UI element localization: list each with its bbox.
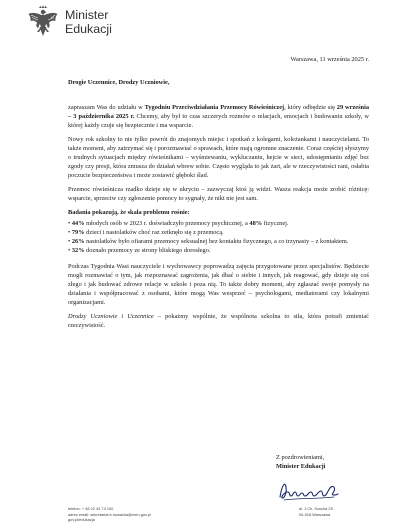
stat-bullet: • <box>68 220 72 228</box>
ministry-name-line2: Edukacji <box>65 22 112 36</box>
footer-street: al. J.Ch. Szucha 25 <box>299 506 333 511</box>
handwritten-signature <box>276 477 346 503</box>
closing-text: – pokażmy wspólnie, że wspólnota szkolna to siła, która potrafi zmieniać rzeczywistość. <box>68 312 369 329</box>
letter-greeting: Drogie Uczennice, Drodzy Uczniowie, <box>68 78 170 86</box>
stat-value: 32% <box>71 247 85 254</box>
stat-value: 26% <box>71 238 85 246</box>
event-name: Tygodniu Przeciwdziałania Przemocy Rówieśniczej <box>144 103 285 111</box>
stat-item <box>68 229 369 238</box>
letterhead <box>28 5 112 39</box>
footer-email[interactable]: adres email: sekretariat.b.nowacka@men.gov.pl <box>68 511 151 517</box>
stat-bullet: • <box>68 247 72 254</box>
stat-bullet: • <box>68 238 72 246</box>
stat-item <box>68 247 369 256</box>
stat-text: nastolatków było ofiarami przemocy seksualnej bez kontaktu fizycznego, a co trzynasty – z kontaktem. <box>84 238 349 246</box>
footer-website[interactable]: gov.pl/edukacja <box>68 517 95 523</box>
stat-value: 44% <box>71 220 85 228</box>
event-dates: 29 września – 3 października 2025 r. <box>68 103 370 120</box>
letter-date: Warszawa, 11 września 2025 r. <box>290 56 369 63</box>
closing-address: Drodzy Uczniowie i Uczennice <box>68 312 154 320</box>
ministry-name <box>65 8 112 36</box>
stat-value: 79% <box>71 229 85 237</box>
stat-text: dzieci i nastolatków choć raz zetknęło się z przemocą. <box>84 229 224 237</box>
signatory-title: Minister Edukacji <box>276 462 326 470</box>
footer-contact <box>68 506 151 523</box>
footer-city: 00-918 Warszawa <box>299 511 331 517</box>
letter-body <box>68 56 369 336</box>
stat-item <box>68 220 369 229</box>
invitation-text-a: zapraszam Was do udziału w <box>68 103 145 111</box>
stat-text-secondary: fizycznej. <box>262 220 289 228</box>
footer-address <box>299 506 369 523</box>
research-heading: Badania pokazują, że skala problemu rośnie: <box>68 209 190 217</box>
invitation-text-c: Chcemy, aby był to czas szczerych rozmów o relacjach, emocjach i budowaniu szkoły, w której każdy czuje się bezpiecznie i ma wsparcie. <box>68 112 369 129</box>
letter-footer <box>68 506 369 523</box>
invitation-text-b: , który odbędzie się <box>284 103 337 111</box>
stat-text: młodych osób w 2023 r. doświadczyło przemocy psychicznej, a <box>84 220 250 228</box>
polish-eagle-emblem-icon <box>28 5 58 39</box>
paragraph-activities: Podczas Tygodnia Wasi nauczyciele i wychowawcy poprowadzą zajęcia przygotowane przez specjalistów. Będziecie mogli rozmawiać o tym, jak rozpoznawać zagrożenia, jak dbać o siebie i innych, jak reagować, gdy dzieje się coś złego i jak budować zdrowe relacje w szkole i poza nią. To także dobry moment, aby zgłaszać swoje pomysły na działania i współpracować z osobami, które mogą Was wesprzeć – psychologami, mediatorami czy lokalnymi organizacjami. <box>68 262 369 306</box>
stat-bullet: • <box>68 229 72 237</box>
footer-phone: telefon: + 48 22 34 74 100 <box>68 506 114 511</box>
paragraph-school-year: Nowy rok szkolny to nie tylko powrót do znajomych miejsc i spotkań z kolegami, koleżankami i nauczycielami. To także moment, aby zatrzymać się i porozmawiać o sprawach, które mają ogromne znaczenie. Coraz częściej słyszymy o trudnych sytuacjach między rówieśnikami – wyśmiewaniu, wykluczaniu, hejcie w sieci, udostępnianiu zdjęć bez zgody czy presji, która zmusza do działań wbrew sobie. Często wygląda to jak żart, ale w rzeczywistości rani, osłabia poczucie bezpieczeństwa i może zostawić głęboki ślad. <box>68 136 369 179</box>
paragraph-closing <box>68 313 369 331</box>
regards-text: Z pozdrowieniami, <box>276 454 325 461</box>
ministry-name-line1: Minister <box>65 8 109 22</box>
stat-text: doznało przemocy ze strony bliskiego dorosłego. <box>84 247 211 254</box>
signature-block <box>276 454 376 472</box>
stat-item <box>68 238 369 247</box>
stat-value-secondary: 48% <box>249 220 263 228</box>
paragraph-invitation <box>68 104 369 131</box>
paragraph-reaction: Przemoc rówieśnicza rzadko dzieje się w ukryciu – zazwyczaj ktoś ją widzi. Wasza reakcja może zrobić różnicę: wsparcie, sprzeciw czy zgłoszenie pomocy to sygnały, że nikt nie jest sam. <box>68 186 369 202</box>
